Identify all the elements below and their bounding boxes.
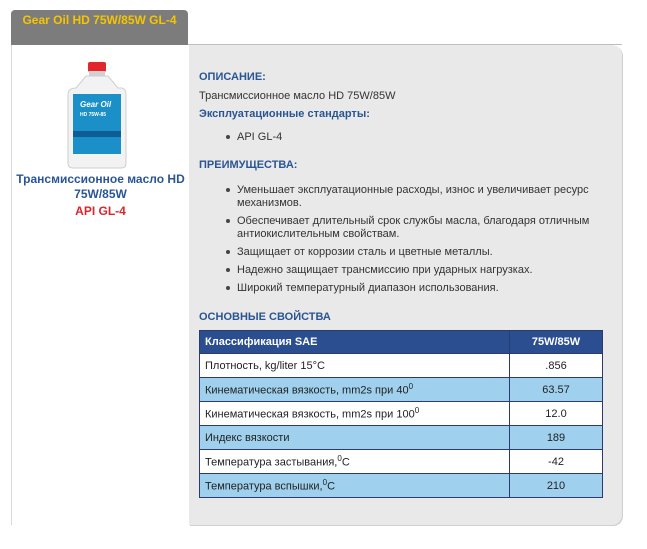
row-value: .856	[510, 354, 603, 378]
list-item: Защищает от коррозии сталь и цветные металлы.	[199, 246, 599, 259]
product-tab[interactable]	[11, 10, 188, 45]
properties-heading: ОСНОВНЫЕ СВОЙСТВА	[199, 311, 331, 323]
row-name: Кинематическая вязкость, mm2s при 40	[205, 384, 409, 397]
row-name: Температура застывания,	[205, 456, 338, 469]
header-name: Классификация SAE	[200, 331, 510, 354]
row-sup: 0	[414, 406, 420, 416]
row-suffix: C	[327, 480, 336, 493]
row-name-cell	[200, 402, 510, 426]
row-name: Кинематическая вязкость, mm2s при 100	[205, 408, 415, 421]
header-value: 75W/85W	[510, 331, 603, 354]
row-name: Плотность, kg/liter 15°C	[200, 354, 510, 378]
row-sup: 0	[337, 454, 342, 464]
bottle-label-stripe	[73, 131, 121, 137]
table-row	[200, 426, 603, 450]
advantages-heading: ПРЕИМУЩЕСТВА:	[199, 159, 298, 171]
bottle-label-text-2: HD 75W-85	[80, 112, 107, 118]
row-sup: 0	[408, 382, 414, 392]
oil-bottle-image	[66, 61, 128, 169]
row-name-cell	[200, 474, 510, 498]
row-value: 210	[510, 474, 603, 498]
row-suffix: C	[341, 456, 350, 469]
table-row	[200, 402, 603, 426]
row-name: Температура вспышки,	[205, 480, 323, 493]
table-row	[200, 354, 603, 378]
description-text: Трансмиссионное масло HD 75W/85W	[199, 90, 396, 102]
bottle-cap	[88, 62, 106, 72]
standards-list	[199, 131, 599, 149]
bottle-neck	[89, 71, 105, 76]
row-name: Индекс вязкости	[200, 426, 510, 450]
list-item: API GL-4	[199, 131, 599, 144]
product-name: Трансмиссионное масло HD 75W/85W	[16, 172, 185, 201]
list-item: Надежно защищает трансмиссию при ударных нагрузках.	[199, 264, 599, 277]
table-row	[200, 450, 603, 474]
list-item: Широкий температурный диапазон использования.	[199, 282, 599, 295]
product-api: API GL-4	[75, 204, 126, 218]
standards-heading: Эксплуатационные стандарты:	[199, 108, 370, 120]
table-header-row	[200, 331, 603, 354]
list-item: Обеспечивает длительный срок службы масла, благодаря отличным антиокислительным свойствам.	[199, 215, 599, 241]
advantages-list	[199, 184, 599, 300]
list-item: Уменьшает эксплуатационные расходы, износ и увеличивает ресурс механизмов.	[199, 184, 599, 210]
row-sup: 0	[322, 478, 328, 488]
row-value: 63.57	[510, 378, 603, 402]
bottle-label-text-1: Gear Oil	[80, 100, 112, 109]
row-value: 12.0	[510, 402, 603, 426]
properties-table	[199, 330, 603, 498]
table-row	[200, 474, 603, 498]
row-name-cell	[200, 450, 510, 474]
product-tab-title: Gear Oil HD 75W/85W GL-4	[22, 13, 177, 27]
row-value: -42	[510, 450, 603, 474]
table-row	[200, 378, 603, 402]
row-value: 189	[510, 426, 603, 450]
row-name-cell	[200, 378, 510, 402]
description-heading: ОПИСАНИЕ:	[199, 71, 266, 83]
